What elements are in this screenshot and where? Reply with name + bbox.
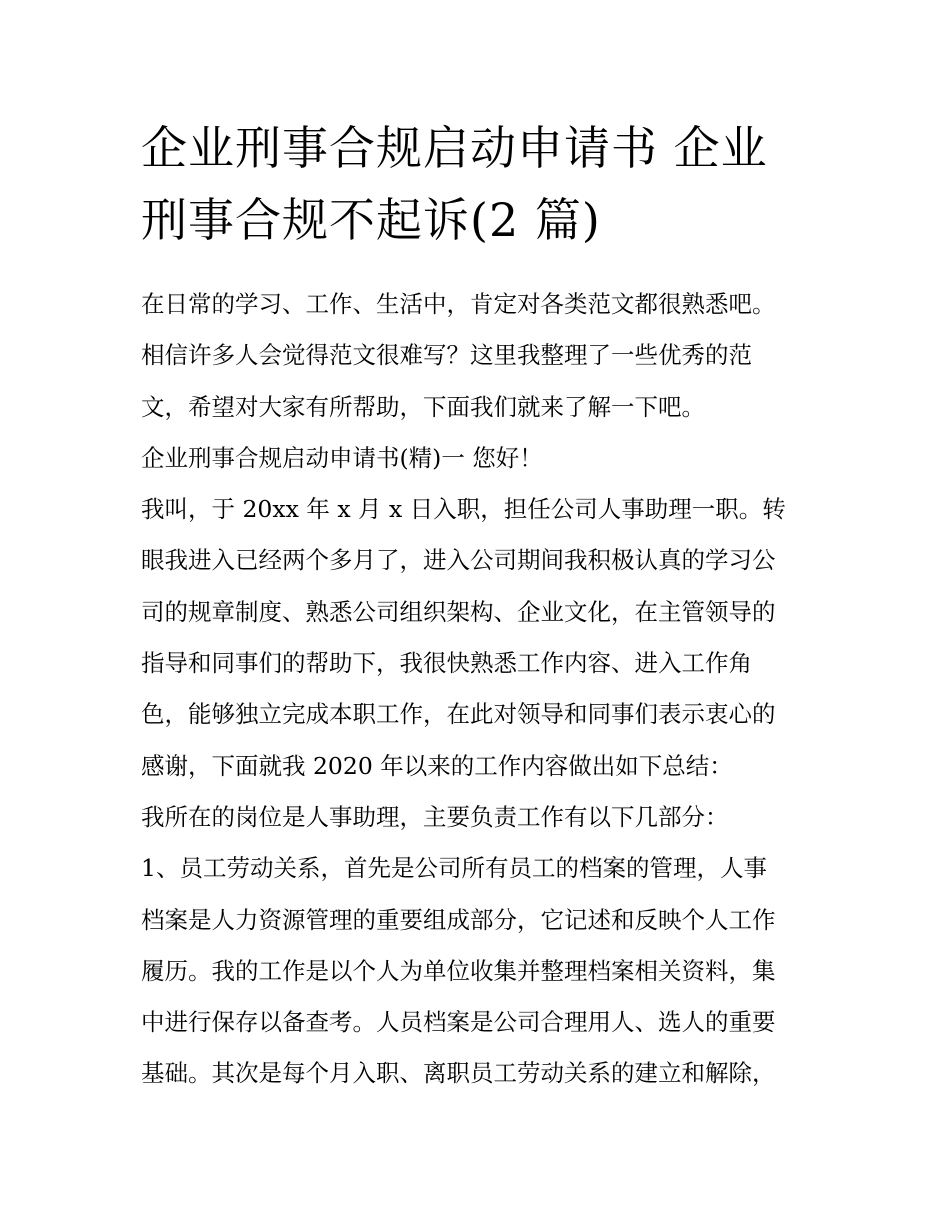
body-line: 感谢，下面就我 2020 年以来的工作内容做出如下总结： — [141, 751, 733, 780]
body-line: 档案是人力资源管理的重要组成部分，它记述和反映个人工作 — [141, 905, 776, 934]
body-line: 基础。其次是每个月入职、离职员工劳动关系的建立和解除， — [141, 1059, 776, 1088]
title-line-2: 刑事合规不起诉(2 篇) — [141, 193, 601, 247]
body-line: 眼我进入已经两个多月了，进入公司期间我积极认真的学习公 — [141, 546, 776, 575]
body-line: 我所在的岗位是人事助理，主要负责工作有以下几部分： — [141, 802, 729, 831]
body-line: 履历。我的工作是以个人为单位收集并整理档案相关资料，集 — [141, 956, 776, 985]
body-line: 相信许多人会觉得范文很难写？这里我整理了一些优秀的范 — [141, 341, 752, 370]
body-line: 文，希望对大家有所帮助，下面我们就来了解一下吧。 — [141, 392, 705, 421]
body-line: 司的规章制度、熟悉公司组织架构、企业文化，在主管领导的 — [141, 597, 776, 626]
body-line: 指导和同事们的帮助下，我很快熟悉工作内容、进入工作角 — [141, 649, 752, 678]
body-line: 色，能够独立完成本职工作，在此对领导和同事们表示衷心的 — [141, 700, 776, 729]
body-line: 1、员工劳动关系，首先是公司所有员工的档案的管理，人事 — [141, 854, 767, 883]
body-line: 中进行保存以备查考。人员档案是公司合理用人、选人的重要 — [141, 1008, 776, 1037]
body-line: 在日常的学习、工作、生活中，肯定对各类范文都很熟悉吧。 — [141, 290, 776, 318]
document-title — [141, 112, 821, 256]
body-line: 我叫，于 20xx 年 x 月 x 日入职，担任公司人事助理一职。转 — [141, 495, 786, 524]
title-line-1: 企业刑事合规启动申请书 企业 — [141, 121, 768, 175]
body-line: 企业刑事合规启动申请书(精)一 您好！ — [141, 443, 543, 472]
document-body — [141, 279, 841, 1100]
